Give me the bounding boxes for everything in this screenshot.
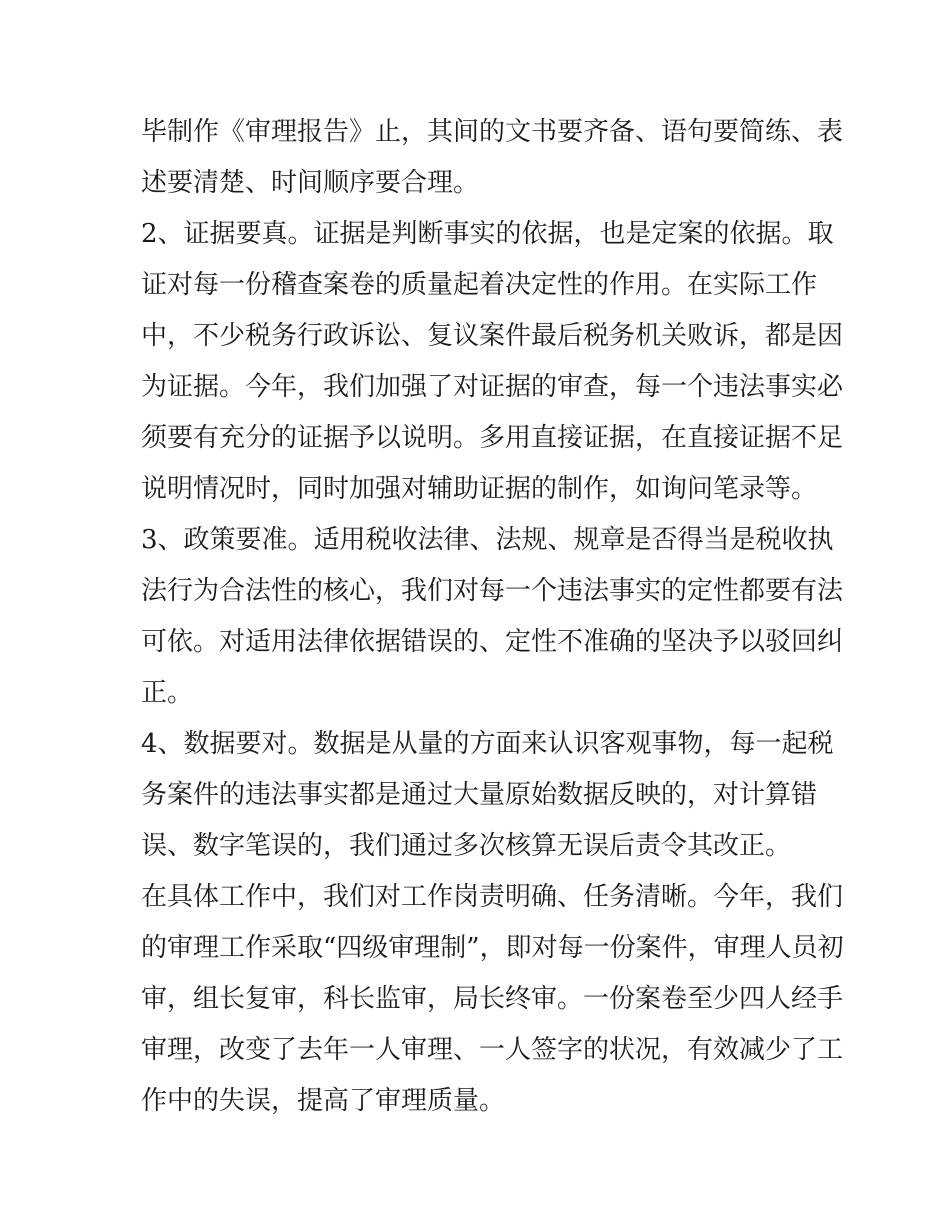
text-line: 法行为合法性的核心，我们对每一个违法事实的定性都要有法 <box>141 576 844 606</box>
text-line: 说明情况时，同时加强对辅助证据的制作，如询问笔录等。 <box>141 474 818 504</box>
text-line: 4、数据要对。数据是从量的方面来认识客观事物，每一起税 <box>141 729 834 759</box>
text-line: 误、数字笔误的，我们通过多次核算无误后责令其改正。 <box>141 831 792 861</box>
text-line: 须要有充分的证据予以说明。多用直接证据，在直接证据不足 <box>141 423 844 453</box>
text-line: 2、证据要真。证据是判断事实的依据，也是定案的依据。取 <box>141 219 834 249</box>
text-line: 中，不少税务行政诉讼、复议案件最后税务机关败诉，都是因 <box>141 321 844 351</box>
text-line: 证对每一份稽查案卷的质量起着决定性的作用。在实际工作 <box>141 270 818 300</box>
text-line: 作中的失误，提高了审理质量。 <box>141 1086 506 1116</box>
text-line: 可依。对适用法律依据错误的、定性不准确的坚决予以驳回纠 <box>141 627 844 657</box>
text-line: 毕制作《审理报告》止，其间的文书要齐备、语句要简练、表 <box>141 117 844 147</box>
text-line: 正。 <box>141 678 194 708</box>
text-line: 在具体工作中，我们对工作岗责明确、任务清晰。今年，我们 <box>141 882 844 912</box>
text-line: 为证据。今年，我们加强了对证据的审查，每一个违法事实必 <box>141 372 844 402</box>
text-line: 3、政策要准。适用税收法律、法规、规章是否得当是税收执 <box>141 525 834 555</box>
text-line: 审，组长复审，科长监审，局长终审。一份案卷至少四人经手 <box>141 984 844 1014</box>
text-line: 审理，改变了去年一人审理、一人签字的状况，有效减少了工 <box>141 1035 844 1065</box>
text-line: 述要清楚、时间顺序要合理。 <box>141 168 480 198</box>
text-line: 的审理工作采取“四级审理制”，即对每一份案件，审理人员初 <box>141 933 844 963</box>
document-body <box>141 107 844 1127</box>
text-line: 务案件的违法事实都是通过大量原始数据反映的，对计算错 <box>141 780 818 810</box>
